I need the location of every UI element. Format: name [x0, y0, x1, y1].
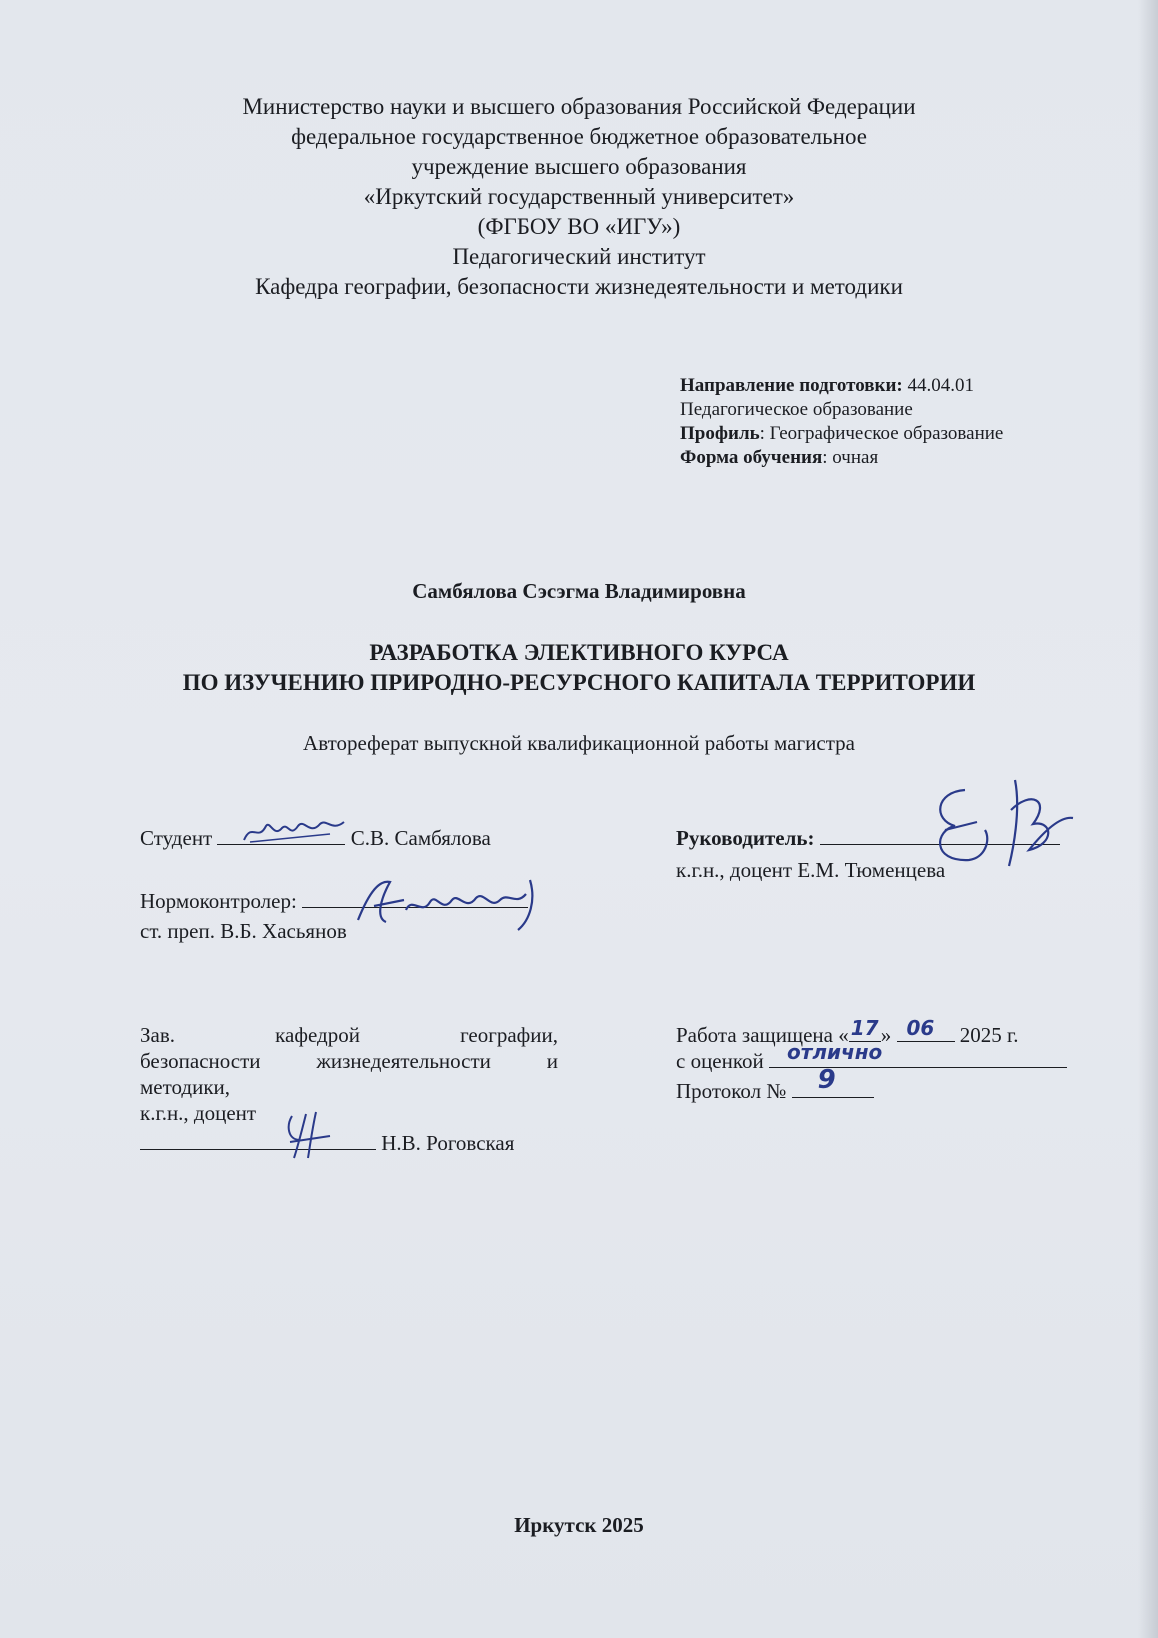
head-title-line-3: методики,: [140, 1075, 231, 1099]
form-label: Форма обучения: [680, 447, 823, 468]
student-signature: [240, 812, 350, 852]
protocol-line: [792, 1065, 874, 1098]
supervisor-signature: [905, 770, 1075, 880]
supervisor-name: к.г.н., доцент Е.М. Тюменцева: [676, 858, 946, 882]
head-title-line-4: к.г.н., доцент: [140, 1101, 257, 1125]
thesis-subtitle: Автореферат выпускной квалификационной работы магистра: [303, 731, 855, 755]
profile-row: [680, 422, 1120, 446]
grade-value: отлично: [787, 1040, 883, 1064]
defense-day: 17: [850, 1016, 879, 1040]
normcontrol-label: Нормоконтролер:: [140, 889, 297, 913]
protocol-number: 9: [817, 1065, 836, 1095]
thesis-title: [0, 638, 1158, 698]
direction-label: Направление подготовки:: [680, 375, 903, 396]
student-name: С.В. Самбялова: [350, 826, 491, 850]
head-signature: [282, 1106, 342, 1162]
defense-quote-close: »: [880, 1023, 892, 1047]
title-line-1: РАЗРАБОТКА ЭЛЕКТИВНОГО КУРСА: [369, 640, 789, 665]
institution-type-line: федеральное государственное бюджетное образовательное: [291, 124, 867, 149]
direction-name: Педагогическое образование: [680, 399, 913, 420]
grade-label: с оценкой: [676, 1049, 764, 1073]
ministry-line: Министерство науки и высшего образования Российской Федерации: [242, 94, 916, 119]
defense-year: 2025 г.: [959, 1023, 1019, 1047]
university-name: «Иркутский государственный университет»: [363, 184, 795, 209]
grade-row: [676, 1040, 1067, 1074]
supervisor-label: Руководитель:: [676, 826, 815, 850]
author-name: Самбялова Сэсэгма Владимировна: [412, 579, 746, 603]
page-edge-shadow: [1138, 0, 1158, 1638]
program-info: [680, 374, 1120, 470]
head-title-line-1: Зав. кафедрой географии,: [140, 1023, 558, 1047]
department-name: Кафедра географии, безопасности жизнедеятельности и методики: [255, 274, 903, 299]
normcontrol-signature: [350, 870, 570, 940]
title-line-2: ПО ИЗУЧЕНИЮ ПРИРОДНО-РЕСУРСНОГО КАПИТАЛА ТЕРРИТОРИИ: [182, 670, 976, 695]
grade-line: [769, 1040, 1067, 1068]
direction-row: [680, 374, 1120, 398]
defense-label: Работа защищена «: [676, 1023, 849, 1047]
profile-value: : Географическое образование: [759, 423, 1004, 444]
defense-month: 06: [906, 1016, 935, 1040]
direction-code: 44.04.01: [902, 375, 974, 396]
institution-type-line-2: учреждение высшего образования: [411, 154, 747, 179]
university-abbr: (ФГБОУ ВО «ИГУ»): [477, 214, 681, 239]
head-name: Н.В. Роговская: [381, 1131, 515, 1155]
protocol-row: [676, 1065, 874, 1104]
student-label: Студент: [140, 826, 213, 850]
city-year: Иркутск 2025: [514, 1513, 644, 1537]
form-value: : очная: [822, 447, 879, 468]
protocol-label: Протокол №: [676, 1079, 787, 1103]
normcontrol-name: ст. преп. В.Б. Хасьянов: [140, 919, 347, 943]
form-row: [680, 446, 1120, 470]
institution-header: [150, 92, 1008, 302]
institute-name: Педагогический институт: [452, 244, 706, 269]
defense-month-line: [897, 1016, 955, 1042]
head-title-line-2: безопасности жизнедеятельности и: [140, 1049, 558, 1073]
profile-label: Профиль: [680, 423, 760, 444]
